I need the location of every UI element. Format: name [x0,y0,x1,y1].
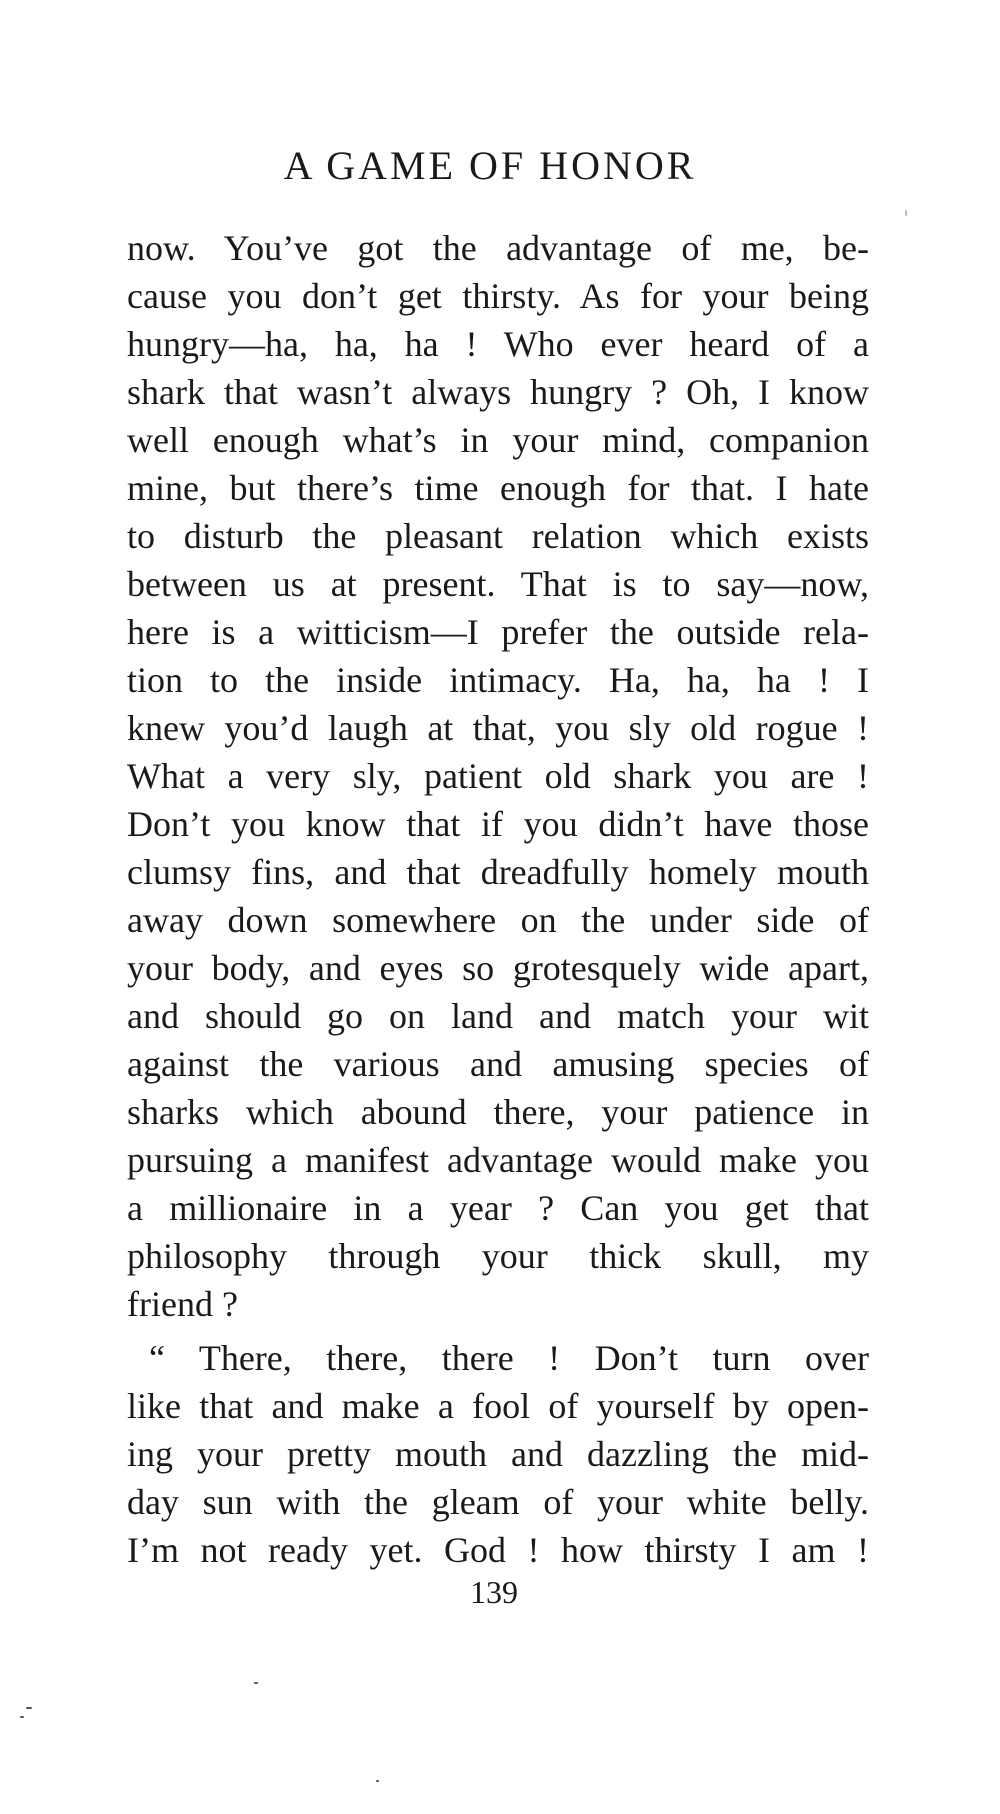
running-head: A GAME OF HONOR [283,143,697,188]
scan-speck [905,210,907,216]
text-line: cause you don’t get thirsty. As for your being [127,276,869,316]
paragraph-2 [127,1334,869,1574]
scan-speck [26,1707,32,1709]
text-line: and should go on land and match your wit [127,996,869,1036]
scan-speck [254,1682,258,1684]
text-line: tion to the inside intimacy. Ha, ha, ha ! I [127,660,869,700]
text-line: mine, but there’s time enough for that. I hate [127,468,869,508]
text-line: pursuing a manifest advantage would make you [127,1140,869,1180]
text-line: clumsy fins, and that dreadfully homely mouth [127,852,869,892]
text-line: like that and make a fool of yourself by open- [127,1386,869,1426]
scan-speck [20,1716,24,1718]
text-line: hungry—ha, ha, ha ! Who ever heard of a [127,324,869,364]
text-line: well enough what’s in your mind, companion [127,420,869,460]
text-line: shark that wasn’t always hungry ? Oh, I know [127,372,869,412]
text-line: against the various and amusing species of [127,1044,869,1084]
page-number: 139 [470,1574,518,1610]
text-line: philosophy through your thick skull, my [127,1236,869,1276]
text-line: now. You’ve got the advantage of me, be- [127,228,869,268]
text-line: What a very sly, patient old shark you are ! [127,756,869,796]
text-line: knew you’d laugh at that, you sly old rogue ! [127,708,869,748]
text-line: here is a witticism—I prefer the outside rela- [127,612,869,652]
scan-speck [376,1780,379,1782]
body-text [127,224,869,1574]
text-line: away down somewhere on the under side of [127,900,869,940]
text-line: ing your pretty mouth and dazzling the mid- [127,1434,869,1474]
text-line: day sun with the gleam of your white belly. [127,1482,869,1522]
text-line: to disturb the pleasant relation which exists [127,516,869,556]
text-line: a millionaire in a year ? Can you get that [127,1188,869,1228]
text-line: friend ? [127,1284,238,1324]
text-line: Don’t you know that if you didn’t have those [127,804,869,844]
text-line: your body, and eyes so grotesquely wide apart, [127,948,869,988]
text-line: I’m not ready yet. God ! how thirsty I am ! [127,1530,869,1570]
text-line: sharks which abound there, your patience in [127,1092,869,1132]
paragraph-1 [127,224,869,1328]
text-line: “ There, there, there ! Don’t turn over [149,1338,869,1378]
text-line: between us at present. That is to say—now, [127,564,869,604]
